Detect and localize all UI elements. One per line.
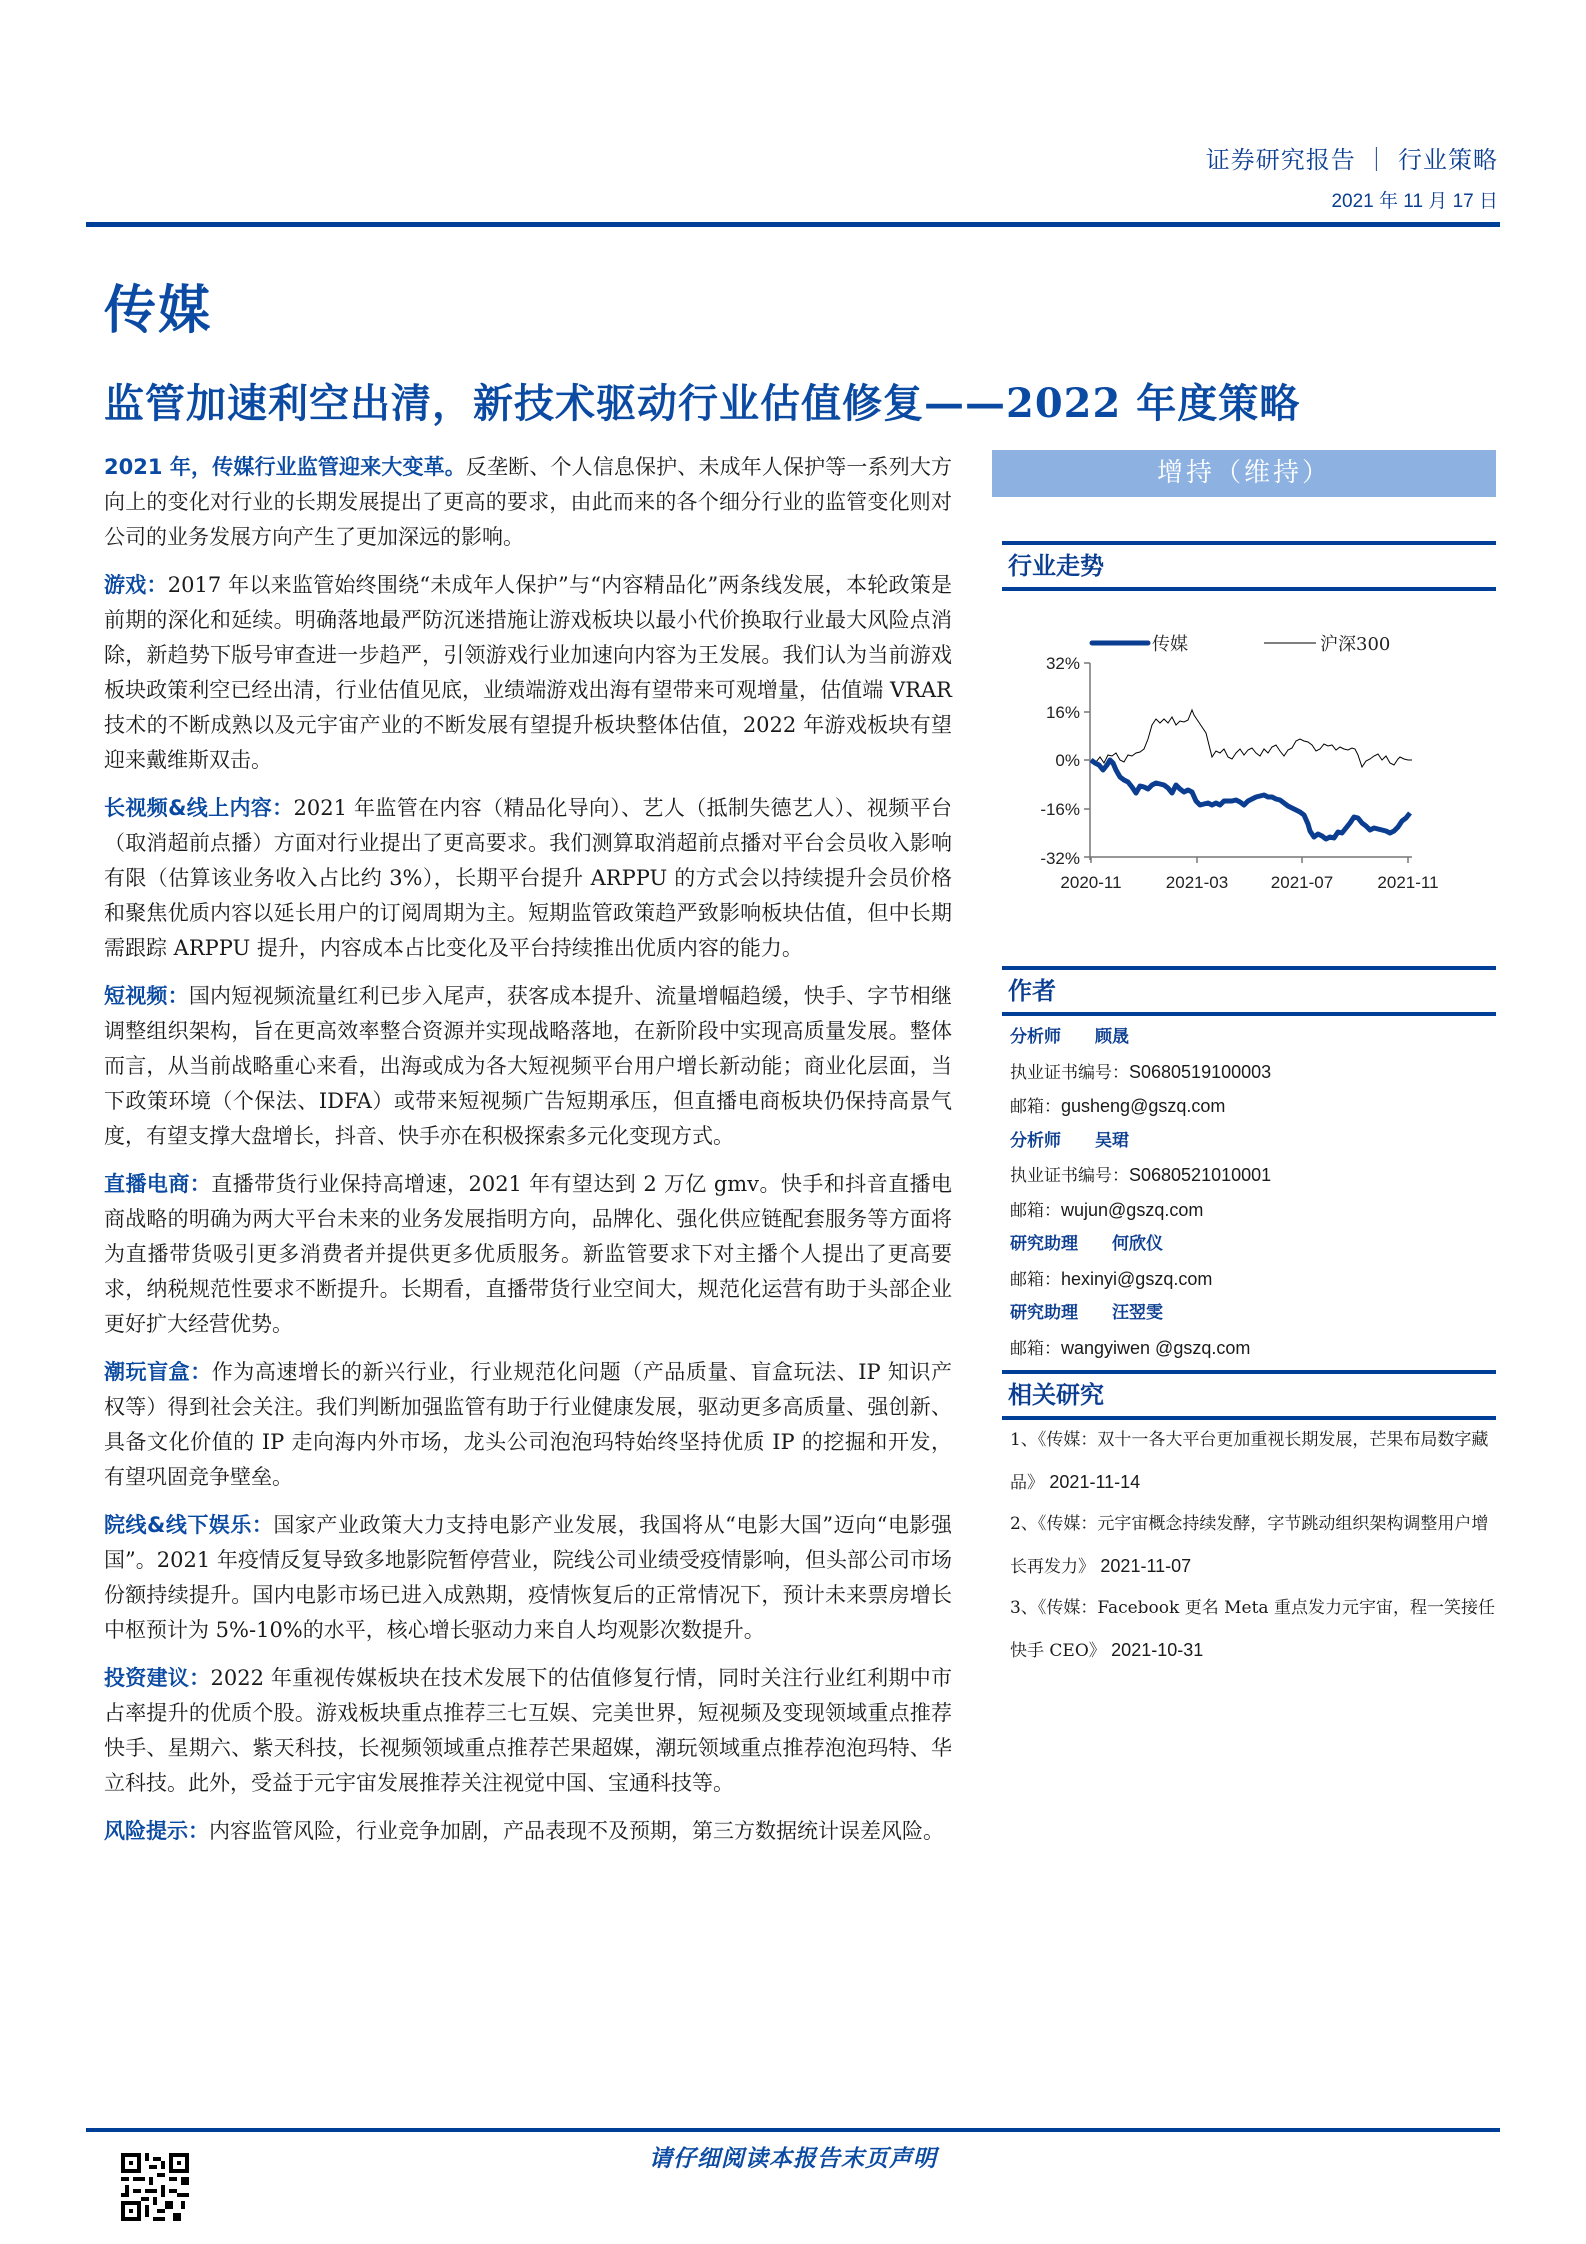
author-role: 研究助理 汪翌雯: [1010, 1303, 1163, 1323]
main-body: [104, 450, 952, 1862]
author-cert: 执业证书编号：S0680521010001: [1010, 1165, 1272, 1186]
paragraph-overview: 2021 年，传媒行业监管迎来大变革。反垄断、个人信息保护、未成年人保护等一系列大方向上的变化对行业的长期发展提出了更高的要求，由此而来的各个细分行业的监管变化则对公司的业务发展方向产生了更加深远的影响。: [104, 455, 953, 549]
author-email: 邮箱：wangyiwen @gszq.com: [1010, 1337, 1251, 1359]
report-type: 证券研究报告 ｜ 行业策略: [1205, 146, 1498, 174]
related-research-list: [1010, 1420, 1500, 1672]
x-tick-label: 2021-07: [1270, 873, 1334, 892]
related-item[interactable]: 3、《传媒：Facebook 更名 Meta 重点发力元宇宙，程一笑接任快手 CEO》 2021-10-31: [1010, 1598, 1495, 1661]
authors-heading: 作者: [1008, 976, 1056, 1005]
email-link[interactable]: wangyiwen @gszq.com: [1061, 1337, 1251, 1358]
y-tick-label: 0%: [1055, 751, 1080, 770]
rating-badge: 增持（维持）: [992, 450, 1496, 497]
paragraph-live-commerce: 直播电商：直播带货行业保持高增速，2021 年有望达到 2 万亿 gmv。快手和抖音直播电商战略的明确为两大平台未来的业务发展指明方向，品牌化、强化供应链配套服务等方面将为直播带货吸引更多消费者并提供更多优质服务。新监管要求下对主播个人提出了更高要求，纳税规范性要求不断提升。长期看，直播带货行业空间大，规范化运营有助于头部企业更好扩大经营优势。: [104, 1172, 952, 1336]
paragraph-trendy-toys: 潮玩盲盒：作为高速增长的新兴行业，行业规范化问题（产品质量、盲盒玩法、IP 知识产权等）得到社会关注。我们判断加强监管有助于行业健康发展，驱动更多高质量、强创新、具备文化价值的 IP 走向海内外市场，龙头公司泡泡玛特始终坚持优质 IP 的挖掘和开发，有望巩固竞争壁垒。: [104, 1360, 952, 1489]
author-name: 汪翌雯: [1112, 1303, 1163, 1323]
paragraph-risk-warning: 风险提示：内容监管风险，行业竞争加剧，产品表现不及预期，第三方数据统计误差风险。: [104, 1819, 944, 1843]
header-divider: [86, 222, 1500, 227]
author-role: 分析师 顾晟: [1010, 1027, 1129, 1047]
author-role: 分析师 吴珺: [1010, 1130, 1129, 1151]
author-email: 邮箱：wujun@gszq.com: [1010, 1199, 1204, 1221]
author-role: 研究助理 何欣仪: [1010, 1234, 1163, 1254]
author-list: [1010, 1020, 1500, 1365]
x-tick-label: 2021-11: [1377, 873, 1439, 892]
report-title: 监管加速利空出清，新技术驱动行业估值修复——2022 年度策略: [104, 380, 1301, 427]
trend-heading: 行业走势: [1008, 551, 1104, 580]
qr-code-icon: [121, 2153, 189, 2221]
email-link[interactable]: gusheng@gszq.com: [1061, 1096, 1226, 1116]
disclaimer-note: 请仔细阅读本报告末页声明: [649, 2145, 937, 2172]
author-name: 顾晟: [1095, 1027, 1129, 1047]
email-link[interactable]: wujun@gszq.com: [1061, 1199, 1204, 1220]
authors-section-header: [1002, 966, 1496, 1016]
author-email: 邮箱：hexinyi@gszq.com: [1010, 1268, 1213, 1290]
sector-name: 传媒: [104, 280, 213, 341]
report-date: 2021 年 11 月 17 日: [1331, 191, 1498, 212]
footer-divider: [86, 2128, 1500, 2132]
y-tick-label: 32%: [1045, 654, 1080, 673]
x-tick-label: 2020-11: [1060, 873, 1122, 892]
series-media-line: [1091, 760, 1410, 839]
y-tick-label: -32%: [1040, 849, 1080, 868]
divider: [1002, 587, 1496, 591]
paragraph-games: 游戏：2017 年以来监管始终围绕“未成年人保护”与“内容精品化”两条线发展，本轮政策是前期的深化和延续。明确落地最严防沉迷措施让游戏板块以最小代价换取行业最大风险点消除，新趋势下版号审查进一步趋严，引领游戏行业加速向内容为王发展。我们认为当前游戏板块政策利空已经出清，行业估值见底，业绩端游戏出海有望带来可观增量，估值端 VRAR 技术的不断成熟以及元宇宙产业的不断发展有望提升板块整体估值，2022 年游戏板块有望迎来戴维斯双击。: [104, 573, 952, 772]
legend-label-csi300: 沪深300: [1320, 634, 1391, 655]
author-email: 邮箱：gusheng@gszq.com: [1010, 1096, 1226, 1117]
series-csi300-line: [1091, 710, 1412, 767]
author-cert: 执业证书编号：S0680519100003: [1010, 1061, 1272, 1083]
paragraph-investment-advice: 投资建议：2022 年重视传媒板块在技术发展下的估值修复行情，同时关注行业红利期中市占率提升的优质个股。游戏板块重点推荐三七互娱、完美世界，短视频及变现领域重点推荐快手、星期六、紫天科技，长视频领域重点推荐芒果超媒，潮玩领域重点推荐泡泡玛特、华立科技。此外，受益于元宇宙发展推荐关注视觉中国、宝通科技等。: [104, 1666, 953, 1795]
related-item[interactable]: 2、《传媒：元宇宙概念持续发酵，字节跳动组织架构调整用户增长再发力》 2021-11-07: [1010, 1514, 1489, 1577]
paragraph-short-video: 短视频：国内短视频流量红利已步入尾声，获客成本提升、流量增幅趋缓，快手、字节相继调整组织架构，旨在更高效率整合资源并实现战略落地，在新阶段中实现高质量发展。整体而言，从当前战略重心来看，出海或成为各大短视频平台用户增长新动能；商业化层面，当下政策环境（个保法、IDFA）或带来短视频广告短期承压，但直播电商板块仍保持高景气度，有望支撑大盘增长，抖音、快手亦在积极探索多元化变现方式。: [104, 984, 953, 1148]
email-link[interactable]: hexinyi@gszq.com: [1061, 1268, 1213, 1289]
author-name: 吴珺: [1095, 1130, 1129, 1151]
related-item[interactable]: 1、《传媒：双十一各大平台更加重视长期发展，芒果布局数字藏品》 2021-11-14: [1010, 1430, 1489, 1493]
industry-trend-chart: [1010, 615, 1490, 915]
related-heading: 相关研究: [1008, 1380, 1104, 1409]
y-tick-label: 16%: [1045, 703, 1080, 722]
paragraph-cinema: 院线&线下娱乐：国家产业政策大力支持电影产业发展，我国将从“电影大国”迈向“电影强国”。2021 年疫情反复导致多地影院暂停营业，院线公司业绩受疫情影响，但头部公司市场份额持续提升。国内电影市场已进入成熟期，疫情恢复后的正常情况下，预计未来票房增长中枢预计为 5%-10%的水平，核心增长驱动力来自人均观影次数提升。: [104, 1513, 952, 1642]
paragraph-long-video: 长视频&线上内容：2021 年监管在内容（精品化导向）、艺人（抵制失德艺人）、视频平台（取消超前点播）方面对行业提出了更高要求。我们测算取消超前点播对平台会员收入影响有限（估算该业务收入占比约 3%），长期平台提升 ARPPU 的方式会以持续提升会员价格和聚焦优质内容以延长用户的订阅周期为主。短期监管政策趋严致影响板块估值，但中长期需跟踪 ARPPU 提升，内容成本占比变化及平台持续推出优质内容的能力。: [104, 796, 952, 960]
author-name: 何欣仪: [1112, 1234, 1163, 1254]
divider: [1002, 1012, 1496, 1016]
related-section-header: [1002, 1370, 1496, 1420]
x-tick-label: 2021-03: [1165, 873, 1229, 892]
y-tick-label: -16%: [1040, 800, 1080, 819]
line-chart-svg: [1010, 615, 1490, 915]
trend-section-header: [1002, 541, 1496, 591]
legend-label-media: 传媒: [1152, 634, 1188, 655]
